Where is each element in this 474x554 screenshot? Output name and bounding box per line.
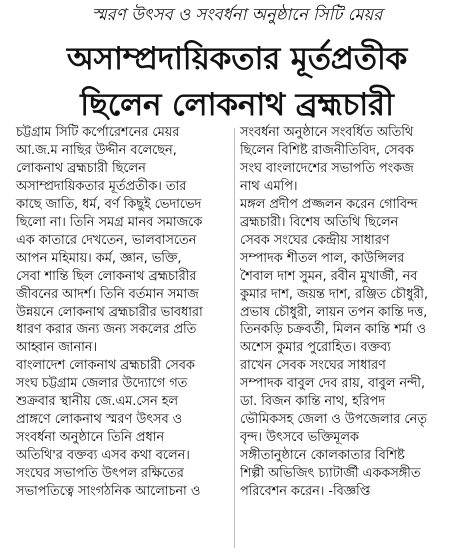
headline-line-2: ছিলেন লোকনাথ ব্রহ্মচারী <box>80 87 394 123</box>
headline-line-1: অসাম্প্রদায়িকতার মূর্তপ্রতীক <box>66 41 408 77</box>
article-body-left-column: চট্টগ্রাম সিটি কর্পোরেশনের মেয়র আ.জ.ম নাছির উদ্দীন বলেছেন, লোকনাথ ব্রহ্মচারী ছিলেন অসাম্প্রদায়িকতার মূর্তপ্রতীক। তার কাছে জাতি, ধর্ম, বর্ণ কিছুই ভেদাভেদ ছিলো না। তিনি সমগ্র মানব সমাজকে এক কাতারে দেখতেন, ভালবাসতেন আপন মহিমায়। কর্ম, জ্ঞান, ভক্তি, সেবা শান্তি ছিল লোকনাথ ব্রহ্মচারীর জীবনের আদর্শ। তিনি বর্তমান সমাজ উন্নয়নে লোকনাথ ব্রহ্মচারীর ভাবধারা ধারণ করার জন্য জন্য সকলের প্রতি আহ্বান জানান। বাংলাদেশ লোকনাথ ব্রহ্মচারী সেবক সংঘ চট্টগ্রাম জেলার উদ্যোগে গত শুক্রবার স্থানীয় জে.এম.সেন হল প্রাঙ্গণে লোকনাথ স্মরণ উৎসব ও সংবর্ধনা অনুষ্ঠানে তিনি প্রধান অতিথি'র বক্তব্য এসব কথা বলেন। সংঘের সভাপতি উৎপল রক্ষিতের সভাপতিত্বে সাংগঠনিক আলোচনা ও <box>16 125 203 500</box>
column-divider <box>234 128 235 548</box>
article-kicker: স্মরণ উৎসব ও সংবর্ধনা অনুষ্ঠানে সিটি মেয়র <box>91 5 383 24</box>
article-headline <box>0 36 474 128</box>
article-body-right-column: সংবর্ধনা অনুষ্ঠানে সংবর্ধিত অতিথি ছিলেন বিশিষ্ট রাজনীতিবিদ, সেবক সংঘ বাংলাদেশের সভাপতি পংকজ নাথ এমপি। মঙ্গল প্রদীপ প্রজ্জলন করেন গোবিন্দ ব্রহ্মচারী। বিশেষ অতিথি ছিলেন সেবক সংঘের কেন্দ্রীয় সাধারণ সম্পাদক শীতল পাল, কাউন্সিলর শৈবাল দাশ সুমন, রবীন মুখার্জী, নব কুমার দাশ, জয়ন্ত দাশ, রঞ্জিত চৌধুরী, প্রভাষ চৌধুরী, লায়ন তপন কান্তি দত্ত, তিনকড়ি চক্রবর্তী, মিলন কান্তি শর্মা ও অশেস কুমার পুরোহিত। বক্তব্য রাখেন সেবক সংঘের সাধারণ সম্পাদক বাবুল দেব রায়, বাবুল নন্দী, ডা. বিজন কান্তি নাথ, হরিপদ ভৌমিকসহ জেলা ও উপজেলার নেতৃ বৃন্দ। উৎসবে ভক্তিমূলক সঙ্গীতানুষ্ঠানে কোলকাতার বিশিষ্ট শিল্পী অভিজিৎ চ্যাটার্জী এককসঙ্গীত পরিবেশন করেন। -বিজ্ঞপ্তি <box>240 125 429 500</box>
